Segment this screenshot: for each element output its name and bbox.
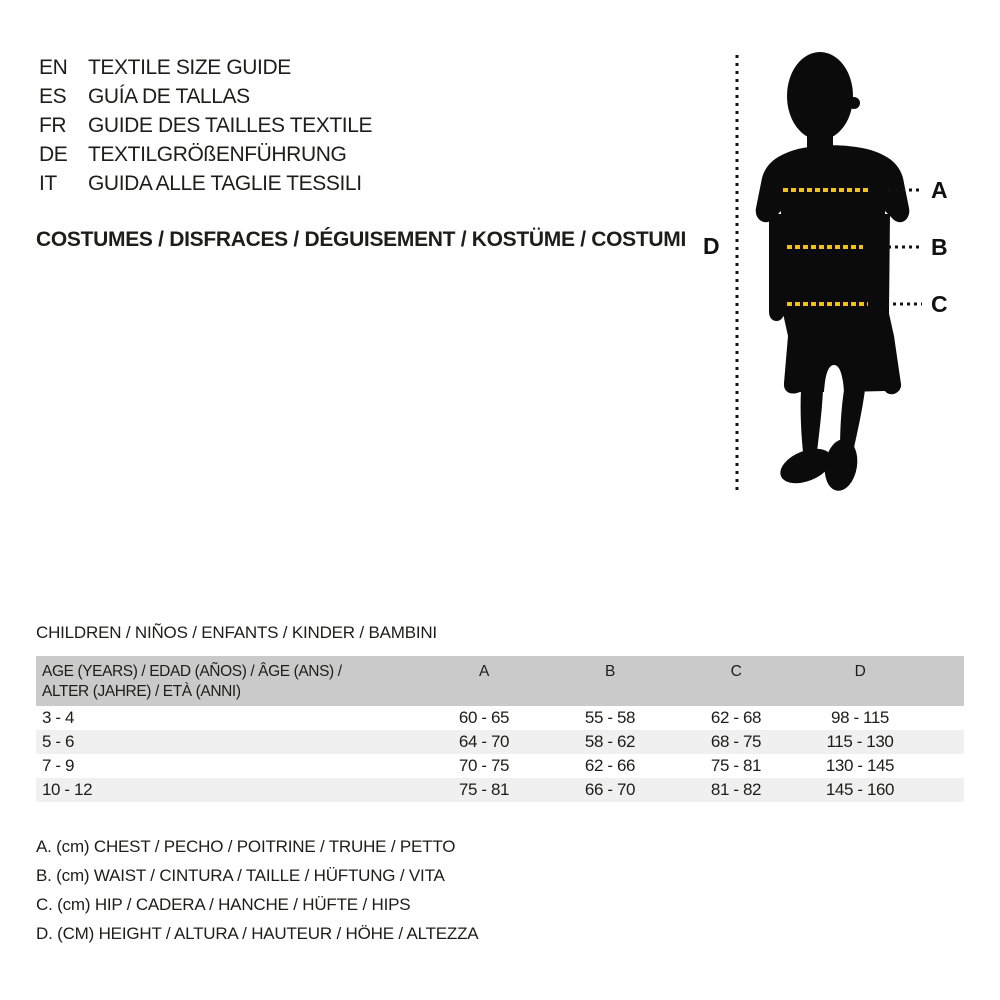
- silhouette-left-leg: [801, 390, 823, 452]
- language-title: TEXTILGRÖßENFÜHRUNG: [88, 143, 347, 166]
- age-cell: 10 - 12: [42, 780, 93, 799]
- age-column-header: [36, 662, 420, 702]
- column-header-c: C: [730, 663, 742, 680]
- chest-cell: 64 - 70: [458, 732, 510, 751]
- language-code: ES: [39, 85, 67, 108]
- language-code: FR: [39, 114, 67, 137]
- legend-chest: A. (cm) CHEST / PECHO / POITRINE / TRUHE / PETTO: [36, 837, 456, 856]
- column-header-b: B: [605, 663, 615, 680]
- column-header-d: D: [854, 663, 866, 680]
- table-row: [36, 754, 964, 778]
- hip-cell: 62 - 68: [710, 708, 762, 727]
- height-cell: 98 - 115: [831, 708, 889, 727]
- child-silhouette: [756, 52, 910, 493]
- table-row: [36, 778, 964, 802]
- chest-cell: 60 - 65: [458, 708, 510, 727]
- size-table-header: [36, 656, 964, 706]
- language-code: IT: [39, 172, 57, 195]
- age-header-line2: ALTER (JAHRE) / ETÀ (ANNI): [42, 683, 241, 700]
- height-cell: 145 - 160: [825, 780, 895, 799]
- measure-label-waist: B: [931, 234, 948, 260]
- silhouette-shorts: [780, 300, 901, 394]
- waist-cell: 55 - 58: [584, 708, 636, 727]
- measurement-legend: [36, 832, 478, 948]
- age-cell: 7 - 9: [42, 756, 75, 775]
- measure-label-chest: A: [931, 177, 948, 203]
- height-cell: 130 - 145: [825, 756, 895, 775]
- language-title: GUÍA DE TALLAS: [88, 85, 250, 108]
- language-title: GUIDA ALLE TAGLIE TESSILI: [88, 172, 362, 195]
- silhouette-ear: [848, 97, 860, 109]
- waist-cell: 66 - 70: [584, 780, 636, 799]
- measure-label-height: D: [703, 233, 720, 259]
- legend-hip: C. (cm) HIP / CADERA / HANCHE / HÜFTE / HIPS: [36, 895, 411, 914]
- measure-label-hip: C: [931, 291, 948, 317]
- column-header-a: A: [479, 663, 489, 680]
- age-header-line1: AGE (YEARS) / EDAD (AÑOS) / ÂGE (ANS) /: [42, 663, 342, 680]
- chest-cell: 75 - 81: [458, 780, 510, 799]
- category-title: COSTUMES / DISFRACES / DÉGUISEMENT / KOSTÜME / COSTUMI: [36, 228, 687, 251]
- chest-cell: 70 - 75: [458, 756, 510, 775]
- hip-cell: 75 - 81: [710, 756, 762, 775]
- language-code: DE: [39, 143, 68, 166]
- age-cell: 5 - 6: [42, 732, 75, 751]
- waist-cell: 62 - 66: [584, 756, 636, 775]
- silhouette-right-shoe: [821, 437, 861, 493]
- age-cell: 3 - 4: [42, 708, 75, 727]
- hip-cell: 68 - 75: [710, 732, 762, 751]
- table-row: [36, 730, 964, 754]
- language-title: GUIDE DES TAILLES TEXTILE: [88, 114, 373, 137]
- size-table: [36, 656, 964, 802]
- language-title: TEXTILE SIZE GUIDE: [88, 56, 291, 79]
- section-title-children: CHILDREN / NIÑOS / ENFANTS / KINDER / BAMBINI: [36, 623, 437, 642]
- legend-height: D. (CM) HEIGHT / ALTURA / HAUTEUR / HÖHE / ALTEZZA: [36, 924, 479, 943]
- hip-cell: 81 - 82: [710, 780, 762, 799]
- waist-cell: 58 - 62: [584, 732, 636, 751]
- height-cell: 115 - 130: [826, 732, 894, 751]
- language-code: EN: [39, 56, 68, 79]
- legend-waist: B. (cm) WAIST / CINTURA / TAILLE / HÜFTUNG / VITA: [36, 866, 445, 885]
- table-row: [36, 706, 964, 730]
